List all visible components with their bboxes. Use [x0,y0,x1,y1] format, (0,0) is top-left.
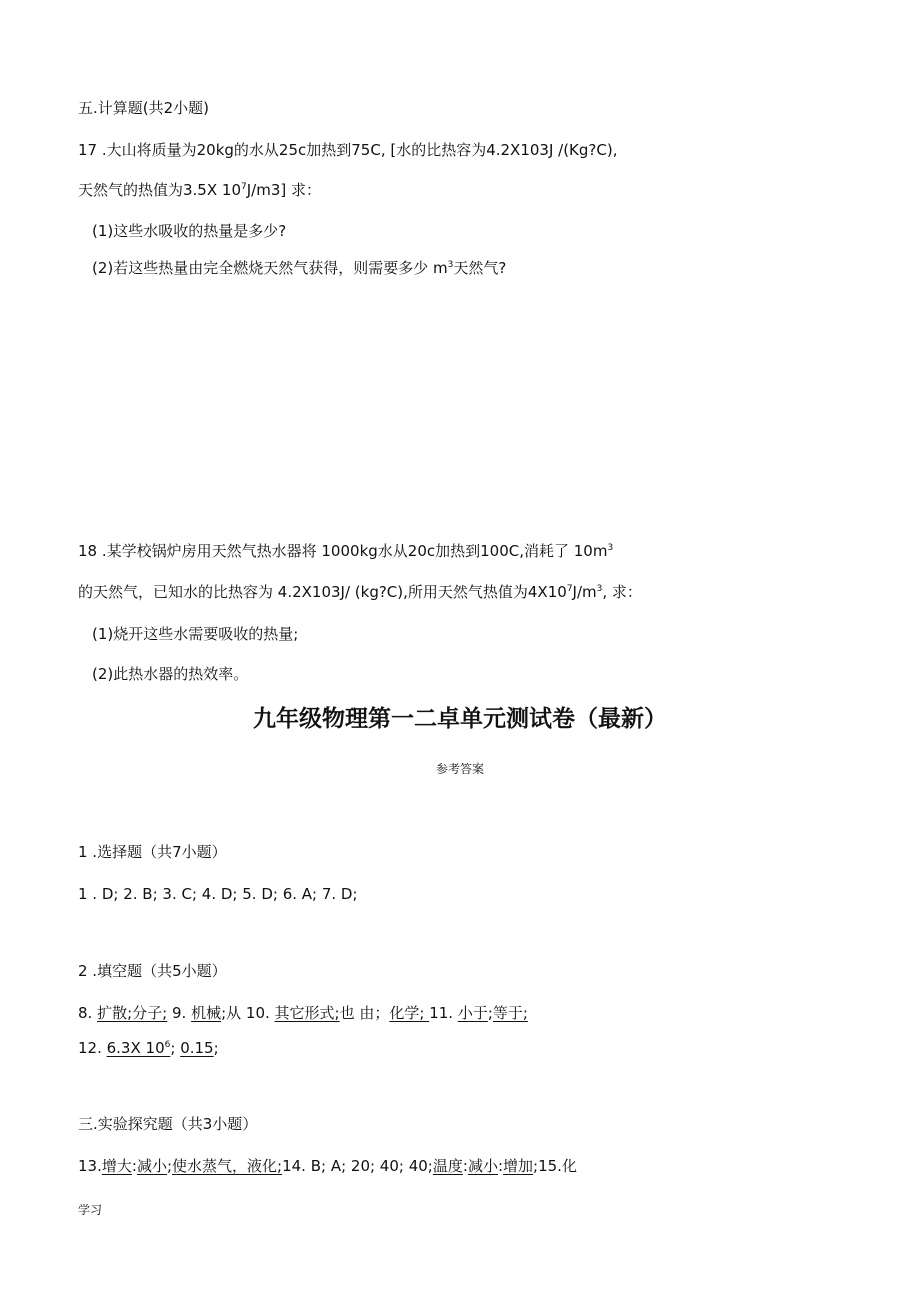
answers-title: 九年级物理第一二卓单元测试卷（最新） [253,706,667,732]
section5-heading: 五.计算题(共2小题) [78,99,210,117]
q18-line2: 的天然气，已知水的比热容为 4.2X103J/ (kg?C),所用天然气热值为$4X10^7J/m^3$, 求： [78,583,642,601]
q17-line1: 17 .大山将质量为20kg的水从25c加热到75C, [水的比热容为4.2X103J /(Kg?C), [78,141,618,159]
s1-answers: 1 . D; 2. B; 3. C; 4. D; 5. D; 6. A; 7. D; [78,885,358,903]
s2-line2: 12. 6.3X $10^6$; 0.15; [78,1039,219,1057]
q18-sub2: (2)此热水器的热效率。 [92,665,249,683]
s3-line1: 13.增大:减小;使水蒸气，液化;14. B; A; 20; 40; 40;温度:减小:增加;15.化 [78,1157,577,1175]
q17-sub1: (1)这些水吸收的热量是多少? [92,222,287,240]
s2-heading: 2 .填空题（共5小题） [78,962,227,980]
q17-sub2: (2)若这些热量由完全燃烧天然气获得，则需要多少 $m^3$天然气? [92,259,507,277]
s1-heading: 1 .选择题（共7小题） [78,843,227,861]
answers-subtitle: 参考答案 [435,762,484,776]
q18-sub1: (1)烧开这些水需要吸收的热量; [92,625,299,643]
q18-line1: 18 .某学校锅炉房用天然气热水器将 1000kg水从20c加热到100C,消耗了 $10m^3$ [78,542,614,560]
s2-line1: 8. 扩散;分子; 9. 机械;从 10. 其它形式;也 由；化学; 11. 小于;等于; [78,1004,528,1022]
q17-line2: 天然气的热值为3.5X $10^7J/m3$] 求： [78,181,321,199]
s3-heading: 三.实验探究题（共3小题） [78,1115,258,1133]
page-footer: 学习 [78,1203,103,1217]
